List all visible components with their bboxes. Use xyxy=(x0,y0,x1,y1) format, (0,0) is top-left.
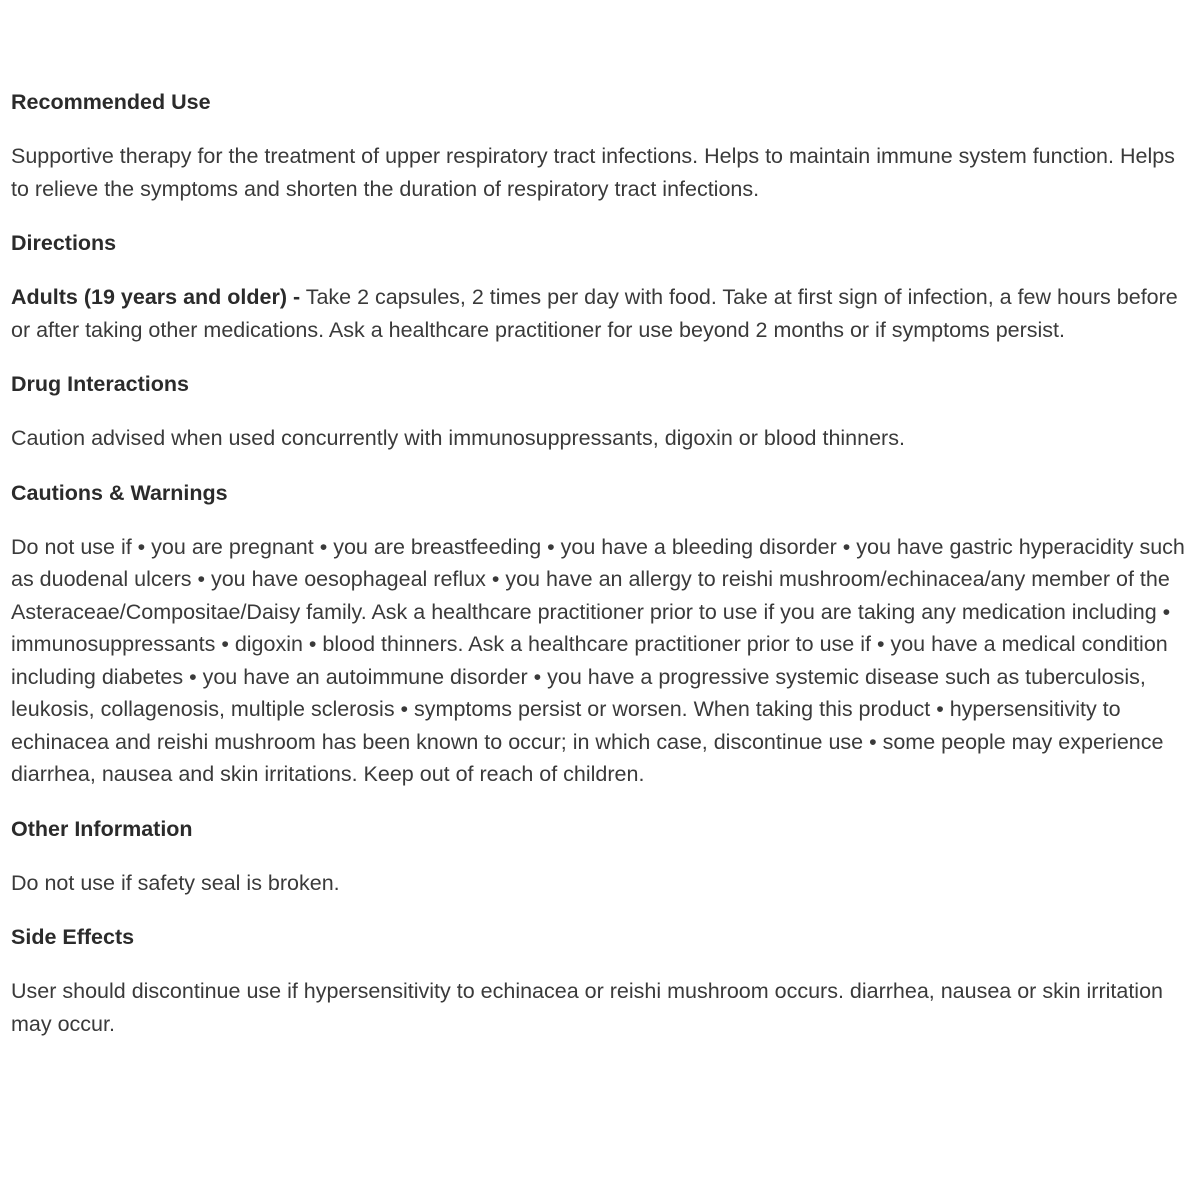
heading-recommended-use: Recommended Use xyxy=(11,90,211,114)
directions-text xyxy=(11,281,1196,346)
directions-lead: Adults (19 years and older) - xyxy=(11,285,301,309)
heading-directions: Directions xyxy=(11,231,117,255)
heading-cautions-warnings: Cautions & Warnings xyxy=(11,480,228,505)
side-effects-text: User should discontinue use if hypersensitivity to echinacea or reishi mushroom occurs. diarrhea, nausea or skin irritation may occur. xyxy=(11,979,1163,1036)
heading-other-information: Other Information xyxy=(11,816,193,841)
directions-body: Take 2 capsules, 2 times per day with food. Take at first sign of infection, a few hours before or after taking other medications. Ask a healthcare practitioner for use beyond 2 months or if symptoms persist. xyxy=(11,285,1178,342)
heading-side-effects: Side Effects xyxy=(11,925,135,949)
heading-drug-interactions: Drug Interactions xyxy=(11,372,189,396)
drug-interactions-text: Caution advised when used concurrently with immunosuppressants, digoxin or blood thinners. xyxy=(11,426,905,450)
cautions-warnings-text: Do not use if • you are pregnant • you are breastfeeding • you have a bleeding disorder • you have gastric hyperacidity such as duodenal ulcers • you have oesophageal reflux • you have an allergy to reishi mushroom/echinacea/any member of the Asteraceae/Compositae/Daisy family. Ask a healthcare practitioner prior to use if you are taking any medication including • immunosuppressants • digoxin • blood thinners. Ask a healthcare practitioner prior to use if • you have a medical condition including diabetes • you have an autoimmune disorder • you have a progressive systemic disease such as tuberculosis, leukosis, collagenosis, multiple sclerosis • symptoms persist or worsen. When taking this product • hypersensitivity to echinacea and reishi mushroom has been known to occur; in which case, discontinue use • some people may experience diarrhea, nausea and skin irritations. Keep out of reach of children. xyxy=(11,534,1185,786)
recommended-use-text: Supportive therapy for the treatment of upper respiratory tract infections. Helps to maintain immune system function. Helps to relieve the symptoms and shorten the duration of respiratory tract infections. xyxy=(11,144,1175,201)
other-information-text: Do not use if safety seal is broken. xyxy=(11,870,340,895)
product-info-content xyxy=(11,86,1196,1062)
